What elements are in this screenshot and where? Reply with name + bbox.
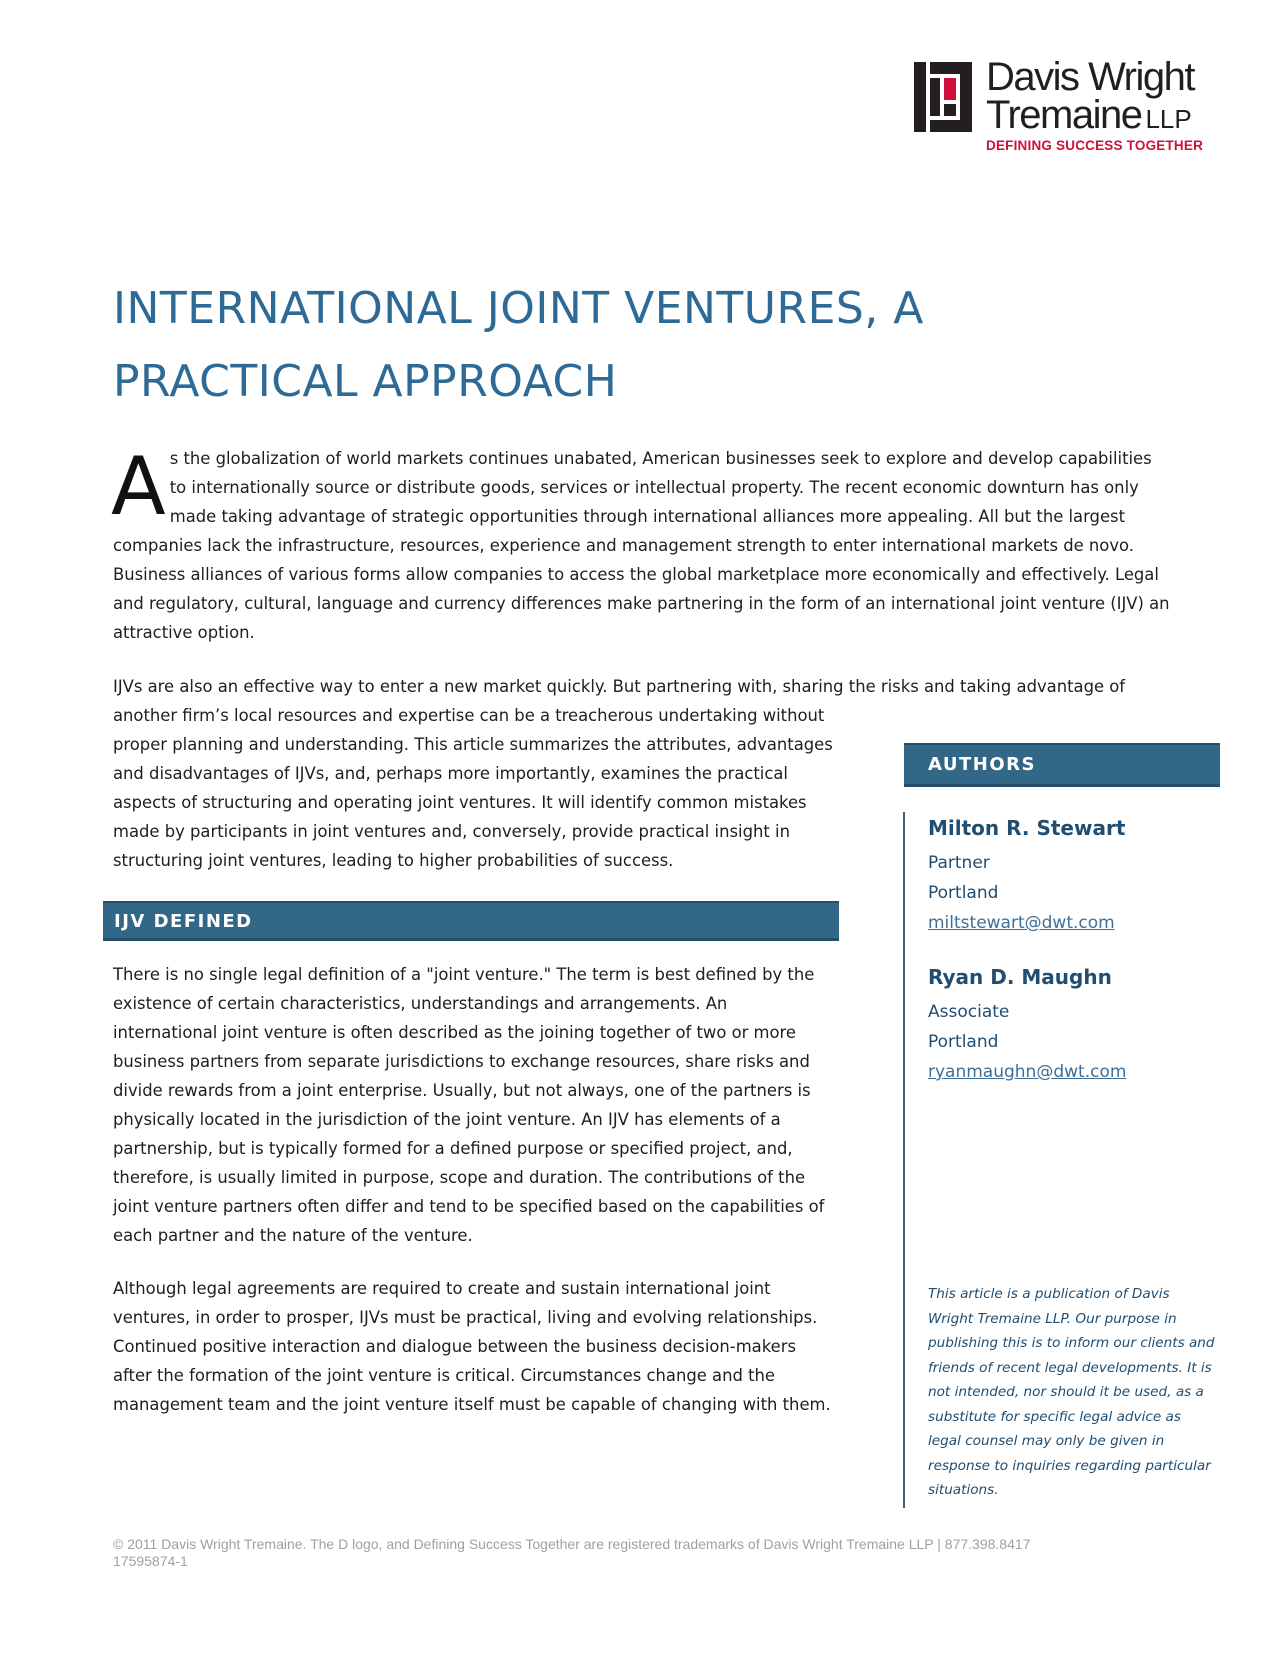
author-name: Milton R. Stewart bbox=[928, 816, 1126, 840]
author-role: Associate bbox=[928, 1002, 1010, 1022]
author-office: Portland bbox=[928, 1032, 999, 1052]
logo-line2: Tremaine bbox=[986, 93, 1142, 137]
logo-line1: Davis Wright bbox=[986, 55, 1194, 99]
section-heading: IJV DEFINED bbox=[114, 911, 253, 932]
page-title: INTERNATIONAL JOINT VENTURES, A PRACTICAL APPROACH bbox=[113, 283, 924, 407]
author-email-link[interactable]: ryanmaughn@dwt.com bbox=[928, 1062, 1127, 1082]
intro-text: s the globalization of world markets continues unabated, American businesses seek to explore and develop capabilities to internationally source or distribute goods, services or intellectual property. The recent economic downturn has only made taking advantage of strategic opportunities through international alliances more appealing. All but the largest companies lack the infrastructure, resources, experience and management strength to enter international markets de novo. Business alliances of various forms allow companies to access the global marketplace more economically and effectively. Legal and regulatory, cultural, language and currency differences make partnering in the form of an international joint venture (IJV) an attractive option. bbox=[113, 449, 1170, 642]
section-header-bar bbox=[103, 901, 839, 941]
paragraph-2-narrow: another firm’s local resources and expertise can be a treacherous undertaking without proper planning and understanding. This article summarizes the attributes, advantages and disadvantages of IJVs, and, perhaps more importantly, examines the practical aspects of structuring and operating joint ventures. It will identify common mistakes made by participants in joint ventures and, conversely, provide practical insight in structuring joint ventures, leading to higher probabilities of success. bbox=[113, 706, 833, 870]
firm-logo bbox=[914, 55, 1214, 158]
publication-disclaimer: This article is a publication of Davis Wright Tremaine LLP. Our purpose in publishing this is to inform our clients and friends of recent legal developments. It is not intended, nor should it be used, as a substitute for specific legal advice as legal counsel may only be given in response to inquiries regarding particular situations. bbox=[928, 1286, 1215, 1498]
author-card bbox=[928, 961, 1218, 1087]
author-email-link[interactable]: miltstewart@dwt.com bbox=[928, 913, 1115, 933]
logo-line2-wrap bbox=[986, 93, 1194, 138]
page-footer bbox=[113, 1536, 1213, 1570]
firm-logo-wordmark bbox=[986, 55, 1194, 138]
paragraph-4: Although legal agreements are required to create and sustain international joint ventures, in order to prosper, IJVs must be practical, living and evolving relationships. Continued positive interaction and dialogue between the business decision-makers after the formation of the joint venture is critical. Circumstances change and the management team and the joint venture itself must be capable of changing with them. bbox=[113, 1279, 831, 1414]
paragraph-3: There is no single legal definition of a "joint venture." The term is best defined by the existence of certain characteristics, understandings and arrangements. An international joint venture is often described as the joining together of two or more business partners from separate jurisdictions to exchange resources, share risks and divide rewards from a joint enterprise. Usually, but not always, one of the partners is physically located in the jurisdiction of the joint venture. An IJV has elements of a partnership, but is typically formed for a defined purpose or specified project, and, therefore, is usually limited in purpose, scope and duration. The contributions of the joint venture partners often differ and tend to be specified based on the capabilities of each partner and the nature of the venture. bbox=[113, 965, 825, 1245]
paragraph-2-wide: IJVs are also an effective way to enter a new market quickly. But partnering with, sharing the risks and taking advantage of bbox=[113, 677, 1126, 696]
footer-document-id: 17595874-1 bbox=[113, 1553, 188, 1569]
authors-header-bar bbox=[904, 743, 1220, 787]
author-office: Portland bbox=[928, 883, 999, 903]
author-name: Ryan D. Maughn bbox=[928, 965, 1112, 989]
firm-logo-mark-icon bbox=[914, 62, 972, 132]
footer-copyright: © 2011 Davis Wright Tremaine. The D logo, and Defining Success Together are registered trademarks of Davis Wright Tremaine LLP | 877.398.8417 bbox=[113, 1536, 1031, 1552]
author-card bbox=[928, 812, 1218, 938]
authors-heading: AUTHORS bbox=[928, 754, 1036, 775]
drop-cap: A bbox=[111, 440, 166, 533]
sidebar-divider bbox=[903, 812, 905, 1508]
logo-tagline: DEFINING SUCCESS TOGETHER bbox=[986, 138, 1204, 153]
intro-paragraph bbox=[111, 440, 1173, 647]
author-role: Partner bbox=[928, 853, 990, 873]
logo-suffix: LLP bbox=[1145, 104, 1192, 134]
